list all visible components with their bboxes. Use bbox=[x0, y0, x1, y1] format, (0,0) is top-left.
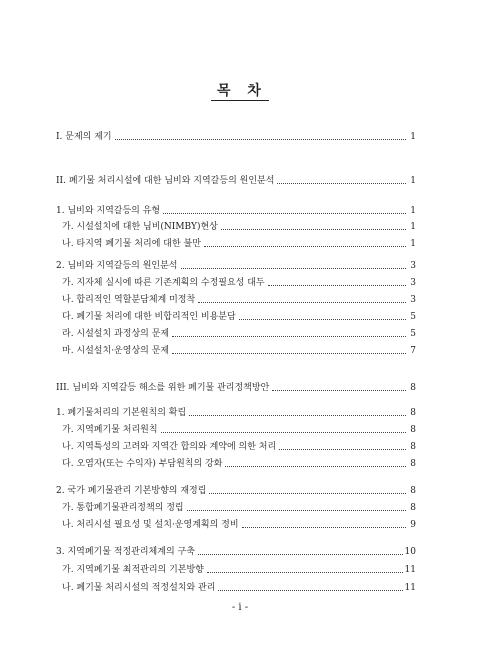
toc-entry-label: 나. 폐기물 처리시설의 적정설치와 관리 bbox=[62, 583, 216, 593]
dot-leader bbox=[189, 414, 406, 416]
toc-entry-label: 2. 님비와 지역갈등의 원인분석 bbox=[56, 261, 178, 271]
toc-entry-page: 8 bbox=[410, 425, 416, 435]
toc-entry-page: 1 bbox=[410, 206, 416, 216]
dot-leader bbox=[209, 492, 406, 494]
toc-entry-label: 나. 합리적인 역할분담체계 미정착 bbox=[62, 295, 196, 305]
toc-entry-page: 3 bbox=[410, 278, 416, 288]
toc-entry-label: 가. 지역폐기물 처리원칙 bbox=[62, 425, 158, 435]
toc-entry-page: 8 bbox=[410, 408, 416, 418]
toc-entry-label: 가. 지역폐기물 최적관리의 기본방향 bbox=[62, 565, 204, 575]
toc-entry-label: 다. 폐기물 처리에 대한 비합리적인 비용분담 bbox=[62, 312, 236, 322]
toc-entry-label: III. 님비와 지역갈등 해소를 위한 폐기물 관리정책방안 bbox=[56, 383, 270, 393]
toc-entry bbox=[56, 341, 416, 357]
toc-entry-page: 8 bbox=[410, 383, 416, 393]
toc-entry-label: 가. 시설설치에 대한 님비(NIMBY)현상 bbox=[62, 222, 218, 232]
toc-entry bbox=[56, 454, 416, 470]
toc-entry-page: 8 bbox=[410, 503, 416, 513]
toc-entry-label: I. 문제의 제기 bbox=[56, 132, 112, 142]
toc-entry-page: 1 bbox=[410, 222, 416, 232]
toc-entry bbox=[56, 127, 416, 143]
toc-entry bbox=[56, 481, 416, 497]
toc-entry-label: 3. 지역폐기물 적정관리체계의 구축 bbox=[56, 547, 195, 557]
toc-entry-page: 3 bbox=[410, 295, 416, 305]
toc-entry-page: 11 bbox=[404, 565, 416, 575]
toc-entry-label: 2. 국가 폐기물관리 기본방향의 재정립 bbox=[56, 486, 207, 496]
toc-entry-page: 1 bbox=[410, 239, 416, 249]
toc-entry bbox=[56, 307, 416, 323]
dot-leader bbox=[198, 553, 403, 555]
toc-entry bbox=[56, 201, 416, 217]
dot-leader bbox=[225, 465, 406, 467]
toc-entry-page: 9 bbox=[410, 520, 416, 530]
toc-entry bbox=[56, 578, 416, 594]
toc-entry bbox=[56, 437, 416, 453]
toc-entry-label: 나. 지역특성의 고려와 지역간 합의와 계약에 의한 처리 bbox=[62, 442, 277, 452]
dot-leader bbox=[239, 318, 406, 320]
dot-leader bbox=[198, 301, 406, 303]
toc-entry bbox=[56, 403, 416, 419]
dot-leader bbox=[187, 509, 406, 511]
toc-entry-page: 7 bbox=[410, 346, 416, 356]
dot-leader bbox=[272, 389, 406, 391]
toc-entry-page: 10 bbox=[404, 547, 416, 557]
dot-leader bbox=[218, 589, 402, 591]
toc-entry bbox=[56, 542, 416, 558]
page-number: - i - bbox=[231, 602, 249, 613]
toc-entry bbox=[56, 378, 416, 394]
toc-entry-label: 가. 통합폐기물관리정책의 정립 bbox=[62, 503, 184, 513]
toc-entry-label: 나. 타지역 폐기물 처리에 대한 불만 bbox=[62, 239, 201, 249]
page-title: 목 차 bbox=[0, 80, 480, 100]
dot-leader bbox=[172, 335, 406, 337]
toc-entry-label: 나. 처리시설 필요성 및 설치·운영계획의 정비 bbox=[62, 520, 239, 530]
dot-leader bbox=[242, 526, 406, 528]
toc-entry-page: 5 bbox=[410, 312, 416, 322]
toc-entry-label: 다. 오염자(또는 수익자) 부담원칙의 강화 bbox=[62, 459, 223, 469]
toc-entry-page: 1 bbox=[410, 132, 416, 142]
dot-leader bbox=[163, 212, 406, 214]
toc-entry bbox=[56, 324, 416, 340]
toc-entry bbox=[56, 256, 416, 272]
toc-entry bbox=[56, 273, 416, 289]
toc-entry-label: 라. 시설설치 과정상의 문제 bbox=[62, 329, 170, 339]
toc-entry bbox=[56, 217, 416, 233]
toc-entry-page: 8 bbox=[410, 486, 416, 496]
dot-leader bbox=[277, 182, 406, 184]
dot-leader bbox=[207, 571, 403, 573]
toc-entry-label: II. 폐기물 처리시설에 대한 님비와 지역갈등의 원인분석 bbox=[56, 176, 275, 186]
toc-entry bbox=[56, 515, 416, 531]
toc-entry-label: 마. 시설설치·운영상의 문제 bbox=[62, 346, 170, 356]
dot-leader bbox=[181, 267, 407, 269]
dot-leader bbox=[279, 448, 406, 450]
toc-entry bbox=[56, 560, 416, 576]
toc-entry bbox=[56, 290, 416, 306]
toc-entry-page: 8 bbox=[410, 442, 416, 452]
toc-entry-page: 5 bbox=[410, 329, 416, 339]
toc-entry bbox=[56, 420, 416, 436]
toc-entry-page: 3 bbox=[410, 261, 416, 271]
toc-entry-label: 가. 지자체 실시에 따른 기존계획의 수정필요성 대두 bbox=[62, 278, 265, 288]
toc-entry-page: 1 bbox=[410, 176, 416, 186]
dot-leader bbox=[161, 431, 406, 433]
toc-entry-page: 8 bbox=[410, 459, 416, 469]
dot-leader bbox=[268, 284, 406, 286]
toc-entry-page: 11 bbox=[404, 583, 416, 593]
toc-entry bbox=[56, 171, 416, 187]
dot-leader bbox=[221, 228, 406, 230]
dot-leader bbox=[204, 245, 406, 247]
dot-leader bbox=[172, 352, 406, 354]
toc-entry bbox=[56, 234, 416, 250]
toc-entry-label: 1. 님비와 지역갈등의 유형 bbox=[56, 206, 161, 216]
dot-leader bbox=[115, 138, 406, 140]
toc-entry bbox=[56, 498, 416, 514]
toc-entry-label: 1. 폐기물처리의 기본원칙의 확립 bbox=[56, 408, 187, 418]
